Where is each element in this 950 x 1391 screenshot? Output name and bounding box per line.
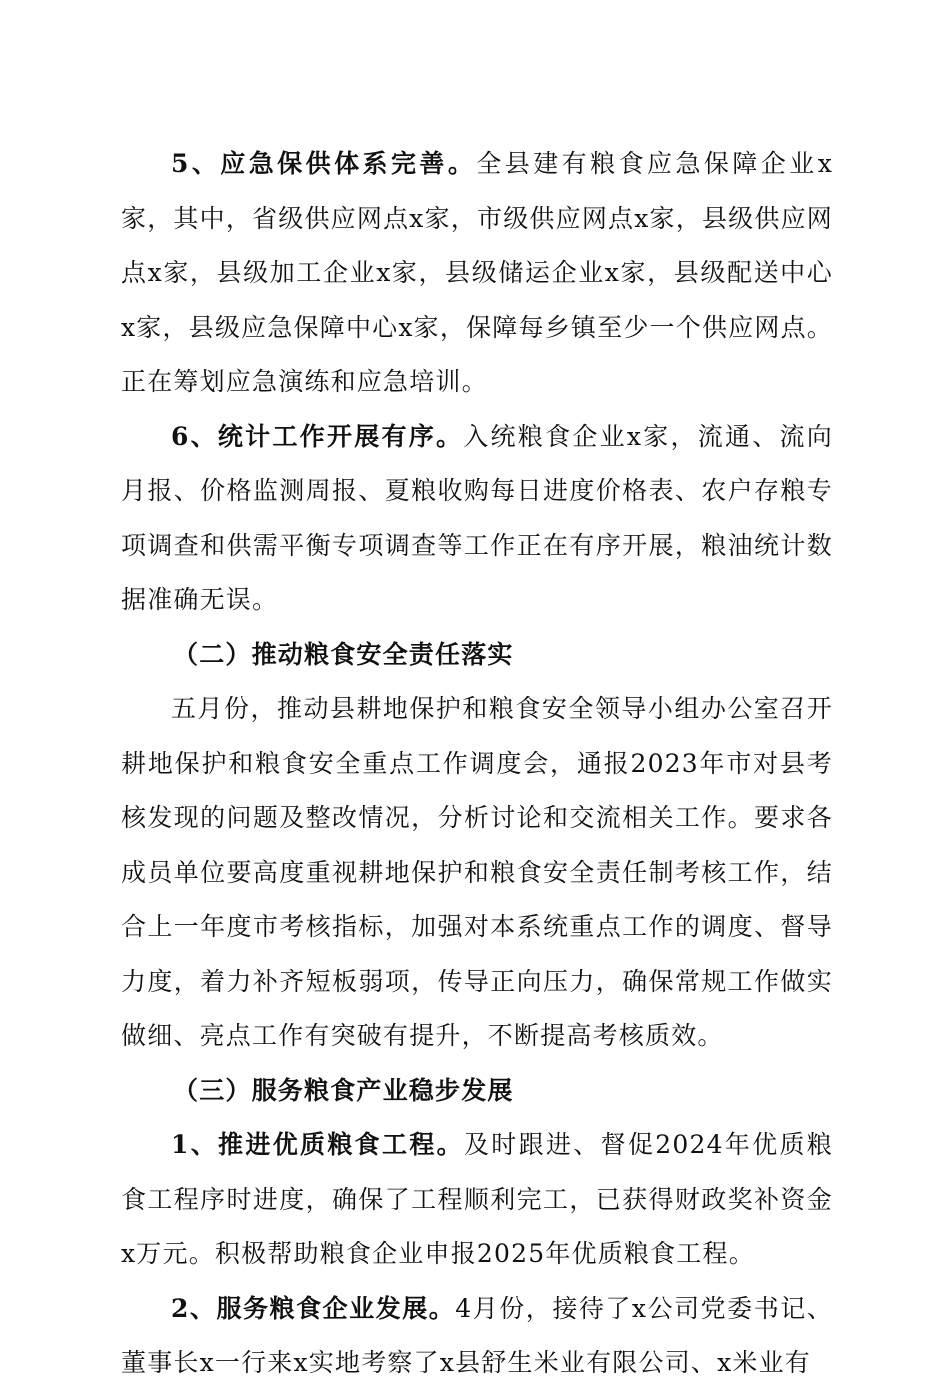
paragraph-lead: 2、服务粮食企业发展。	[171, 1293, 456, 1323]
paragraph-enterprise-service	[121, 1282, 833, 1391]
paragraph-text: 4月份，接待了x公司党委书记、董事长x一行来x实地考察了x县舒生米业有限公司、x米业有	[121, 1293, 833, 1377]
section-heading-2: （二）推动粮食安全责任落实	[173, 639, 514, 669]
paragraph-responsibility: 五月份，推动县耕地保护和粮食安全领导小组办公室召开耕地保护和粮食安全重点工作调度会，通报2023年市对县考核发现的问题及整改情况，分析讨论和交流相关工作。要求各成员单位要高度重视耕地保护和粮食安全责任制考核工作，结合上一年度市考核指标，加强对本系统重点工作的调度、督导力度，着力补齐短板弱项，传导正向压力，确保常规工作做实做细、亮点工作有突破有提升，不断提高考核质效。	[121, 694, 833, 1050]
paragraph-text: 及时跟进、督促2024年优质粮食工程序时进度，确保了工程顺利完工，已获得财政奖补资金x万元。积极帮助粮食企业申报2025年优质粮食工程。	[121, 1130, 833, 1268]
paragraph-text: 全县建有粮食应急保障企业x家，其中，省级供应网点x家，市级供应网点x家，县级供应网点x家，县级加工企业x家，县级储运企业x家，县级配送中心x家，县级应急保障中心x家，保障每乡镇至少一个供应网点。正在筹划应急演练和应急培训。	[121, 149, 833, 396]
document-body	[121, 137, 833, 1391]
paragraph-emergency-supply	[121, 137, 833, 410]
paragraph-lead: 5、应急保供体系完善。	[171, 149, 477, 178]
paragraph-text: 入统粮食企业x家，流通、流向月报、价格监测周报、夏粮收购每日进度价格表、农户存粮专项调查和供需平衡专项调查等工作正在有序开展，粮油统计数据准确无误。	[121, 421, 833, 614]
paragraph-lead: 1、推进优质粮食工程。	[171, 1130, 464, 1159]
paragraph-statistics	[121, 410, 833, 628]
paragraph-lead: 6、统计工作开展有序。	[171, 421, 464, 451]
section-heading-3: （三）服务粮食产业稳步发展	[173, 1075, 514, 1105]
paragraph-quality-grain	[121, 1118, 833, 1282]
